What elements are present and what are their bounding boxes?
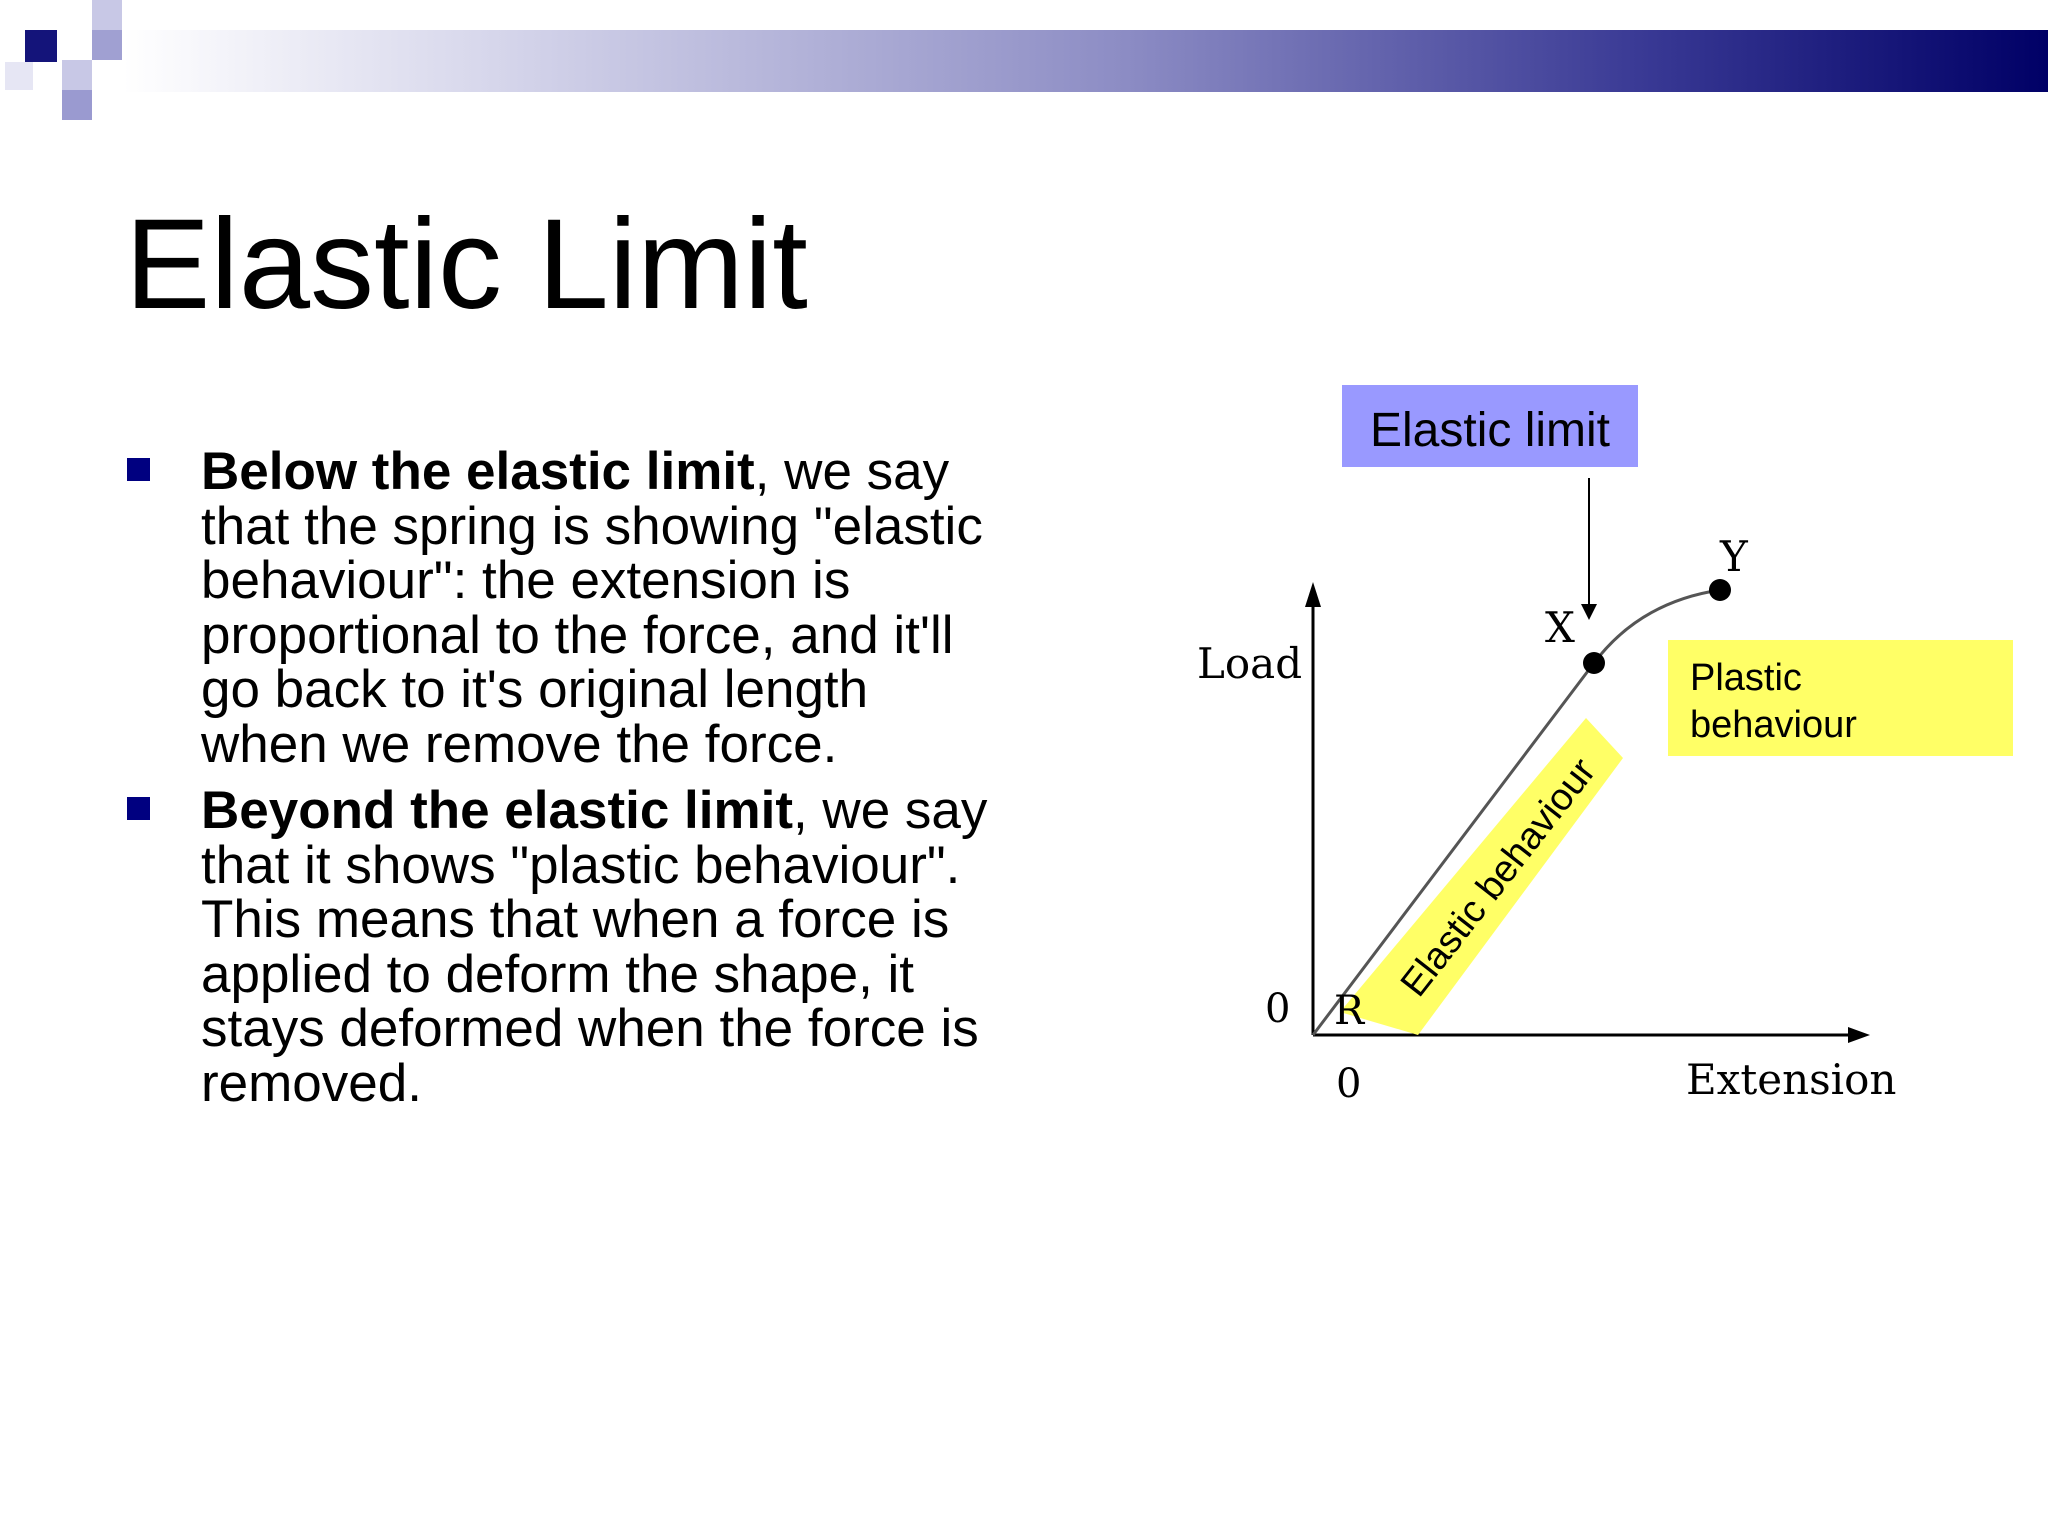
extension-axis-label: Extension (1686, 1055, 1897, 1104)
elastic-limit-arrowhead (1581, 604, 1597, 620)
elastic-behaviour-label: Elastic behaviour (1392, 750, 1605, 1005)
plastic-behaviour-label-line2: behaviour (1690, 704, 1857, 746)
elastic-limit-label: Elastic limit (1369, 404, 1611, 457)
bullet-bold-text: Beyond the elastic limit (201, 781, 793, 840)
point-x-label: X (1545, 603, 1575, 652)
point-y-marker (1709, 579, 1731, 601)
point-y-label: Y (1720, 532, 1748, 581)
point-x-marker (1583, 652, 1605, 674)
load-axis-label: Load (1197, 639, 1303, 688)
point-r-label: R (1334, 988, 1365, 1034)
slide-title: Elastic Limit (125, 193, 808, 336)
origin-label: 0 (1265, 986, 1291, 1032)
plastic-behaviour-label-line1: Plastic (1690, 657, 1802, 699)
x-axis-arrowhead (1848, 1027, 1870, 1043)
bullet-text: , we say that it shows "plastic behaviour". This means that when a force is applied to deform the shape, it stays deformed when the force is removed. (201, 781, 988, 1113)
bullet-text: , we say that the spring is showing "elastic behaviour": the extension is proportional to the force, and it'll go back to it's original length when we remove the force. (201, 442, 983, 774)
bullet-bold-text: Below the elastic limit (201, 442, 755, 501)
origin-x-label: 0 (1336, 1061, 1362, 1107)
y-axis-arrowhead (1305, 582, 1321, 607)
